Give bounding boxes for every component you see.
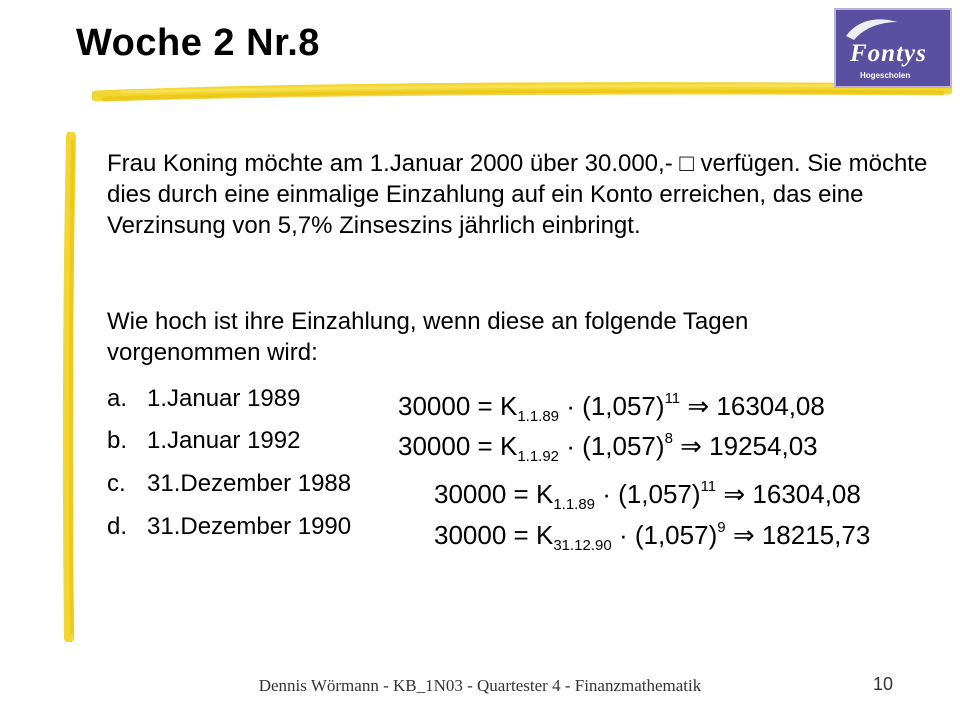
- item-text: 1.Januar 1992: [147, 427, 301, 454]
- list-item-c: [107, 469, 351, 499]
- page-number: 10: [873, 674, 894, 694]
- question-text: Wie hoch ist ihre Einzahlung, wenn diese an folgende Tagen vorgenommen wird:: [107, 308, 749, 366]
- logo-brand-text: Fontys: [850, 40, 927, 67]
- item-label: b.: [107, 427, 128, 454]
- formula-d: $30000 = K_{31.12.90} \cdot (1,057)^9$ ⇒ 18215,73: [434, 519, 871, 554]
- item-label: d.: [107, 513, 128, 540]
- slide-title: Woche 2 Nr.8: [76, 22, 320, 64]
- slide-footer: Dennis Wörmann - KB_1N03 - Quartester 4 - Finanzmathematik: [258, 676, 702, 695]
- item-label: a.: [107, 385, 128, 412]
- fontys-logo: [834, 8, 952, 88]
- logo-sub-text: Hogescholen: [860, 71, 911, 80]
- left-margin-stroke: [58, 132, 84, 642]
- item-label: c.: [107, 470, 126, 497]
- problem-text: Frau Koning möchte am 1.Januar 2000 über 30.000,- □ verfügen. Sie möchte dies durch eine einmalige Einzahlung auf ein Konto erreichen, das eine Verzinsung von 5,7% Zinseszins jährlich einbringt.: [107, 150, 928, 239]
- formula-a: $30000 = K_{1.1.89} \cdot (1,057)^{11}$ ⇒ 16304,08: [398, 390, 825, 425]
- title-underline-stroke: [92, 80, 952, 106]
- item-text: 31.Dezember 1988: [147, 470, 352, 497]
- list-item-b: [107, 426, 300, 456]
- formula-b: $30000 = K_{1.1.92} \cdot (1,057)^8$ ⇒ 19254,03: [398, 430, 818, 465]
- item-text: 1.Januar 1989: [147, 385, 301, 412]
- formula-c: $30000 = K_{1.1.89} \cdot (1,057)^{11}$ ⇒ 16304,08: [434, 478, 861, 513]
- list-item-a: [107, 384, 300, 414]
- list-item-d: [107, 512, 351, 542]
- item-text: 31.Dezember 1990: [147, 513, 352, 540]
